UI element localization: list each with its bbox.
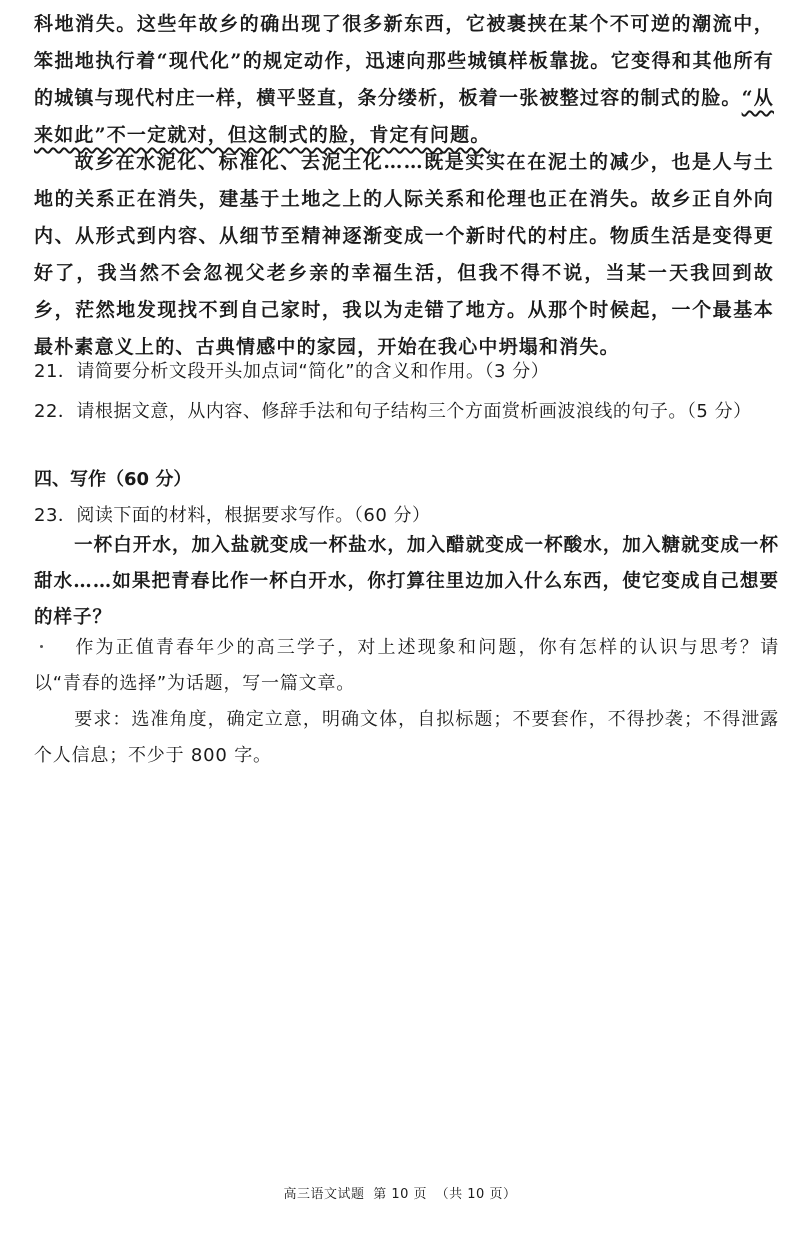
- question-23: 23．阅读下面的材料，根据要求写作。（60 分）: [34, 505, 431, 526]
- wavy-underlined-sentence: “从来如此”不一定就对，但这制式的脸，肯定有问题。: [34, 87, 774, 146]
- passage-paragraph-2: [34, 144, 774, 366]
- footer-page-number: 第 10 页: [373, 1187, 427, 1202]
- question-21: 21．请简要分析文段开头加点词“简化”的含义和作用。（3 分）: [34, 361, 550, 382]
- footer-exam-title: 高三语文试题: [283, 1187, 365, 1202]
- writing-prompt: [34, 630, 779, 702]
- writing-material: [34, 528, 779, 636]
- writing-material-text: 一杯白开水，加入盐就变成一杯盐水，加入醋就变成一杯酸水，加入糖就变成一杯甜水……如果把青春比作一杯白开水，你打算往里边加入什么东西，使它变成自己想要的样子？: [34, 535, 779, 628]
- question-22: 22．请根据文意，从内容、修辞手法和句子结构三个方面赏析画波浪线的句子。（5 分）: [34, 401, 752, 422]
- passage-paragraph-1-text: 科地消失。这些年故乡的确出现了很多新东西，它被裹挟在某个不可逆的潮流中，笨拙地执行着“现代化”的规定动作，迅速向那些城镇样板靠拢。它变得和其他所有的城镇与现代村庄一样，横平竖直，条分缕析，板着一张被整过容的制式的脸。: [34, 13, 774, 109]
- passage-paragraph-1: [34, 6, 774, 154]
- writing-requirements: [34, 702, 779, 774]
- passage-paragraph-2-text: 故乡在水泥化、标准化、去泥土化……既是实实在在泥土的减少，也是人与土地的关系正在消失，建基于土地之上的人际关系和伦理也正在消失。故乡正自外向内、从形式到内容、从细节至精神逐渐变成一个新时代的村庄。物质生活是变得更好了，我当然不会忽视父老乡亲的幸福生活，但我不得不说，当某一天我回到故乡，茫然地发现找不到自己家时，我以为走错了地方。从那个时候起，一个最基本最朴素意义上的、古典情感中的家园，开始在我心中坍塌和消失。: [34, 151, 774, 358]
- writing-prompt-text: 作为正值青春年少的高三学子，对上述现象和问题，你有怎样的认识与思考？请以“青春的选择”为话题，写一篇文章。: [34, 637, 779, 694]
- section-writing-title: 四、写作（60 分）: [34, 469, 192, 490]
- footer-page-total: （共 10 页）: [435, 1187, 517, 1202]
- page-footer: [0, 1183, 800, 1202]
- writing-requirements-text: 要求：选准角度，确定立意，明确文体，自拟标题；不要套作，不得抄袭；不得泄露个人信息；不少于 800 字。: [34, 709, 779, 766]
